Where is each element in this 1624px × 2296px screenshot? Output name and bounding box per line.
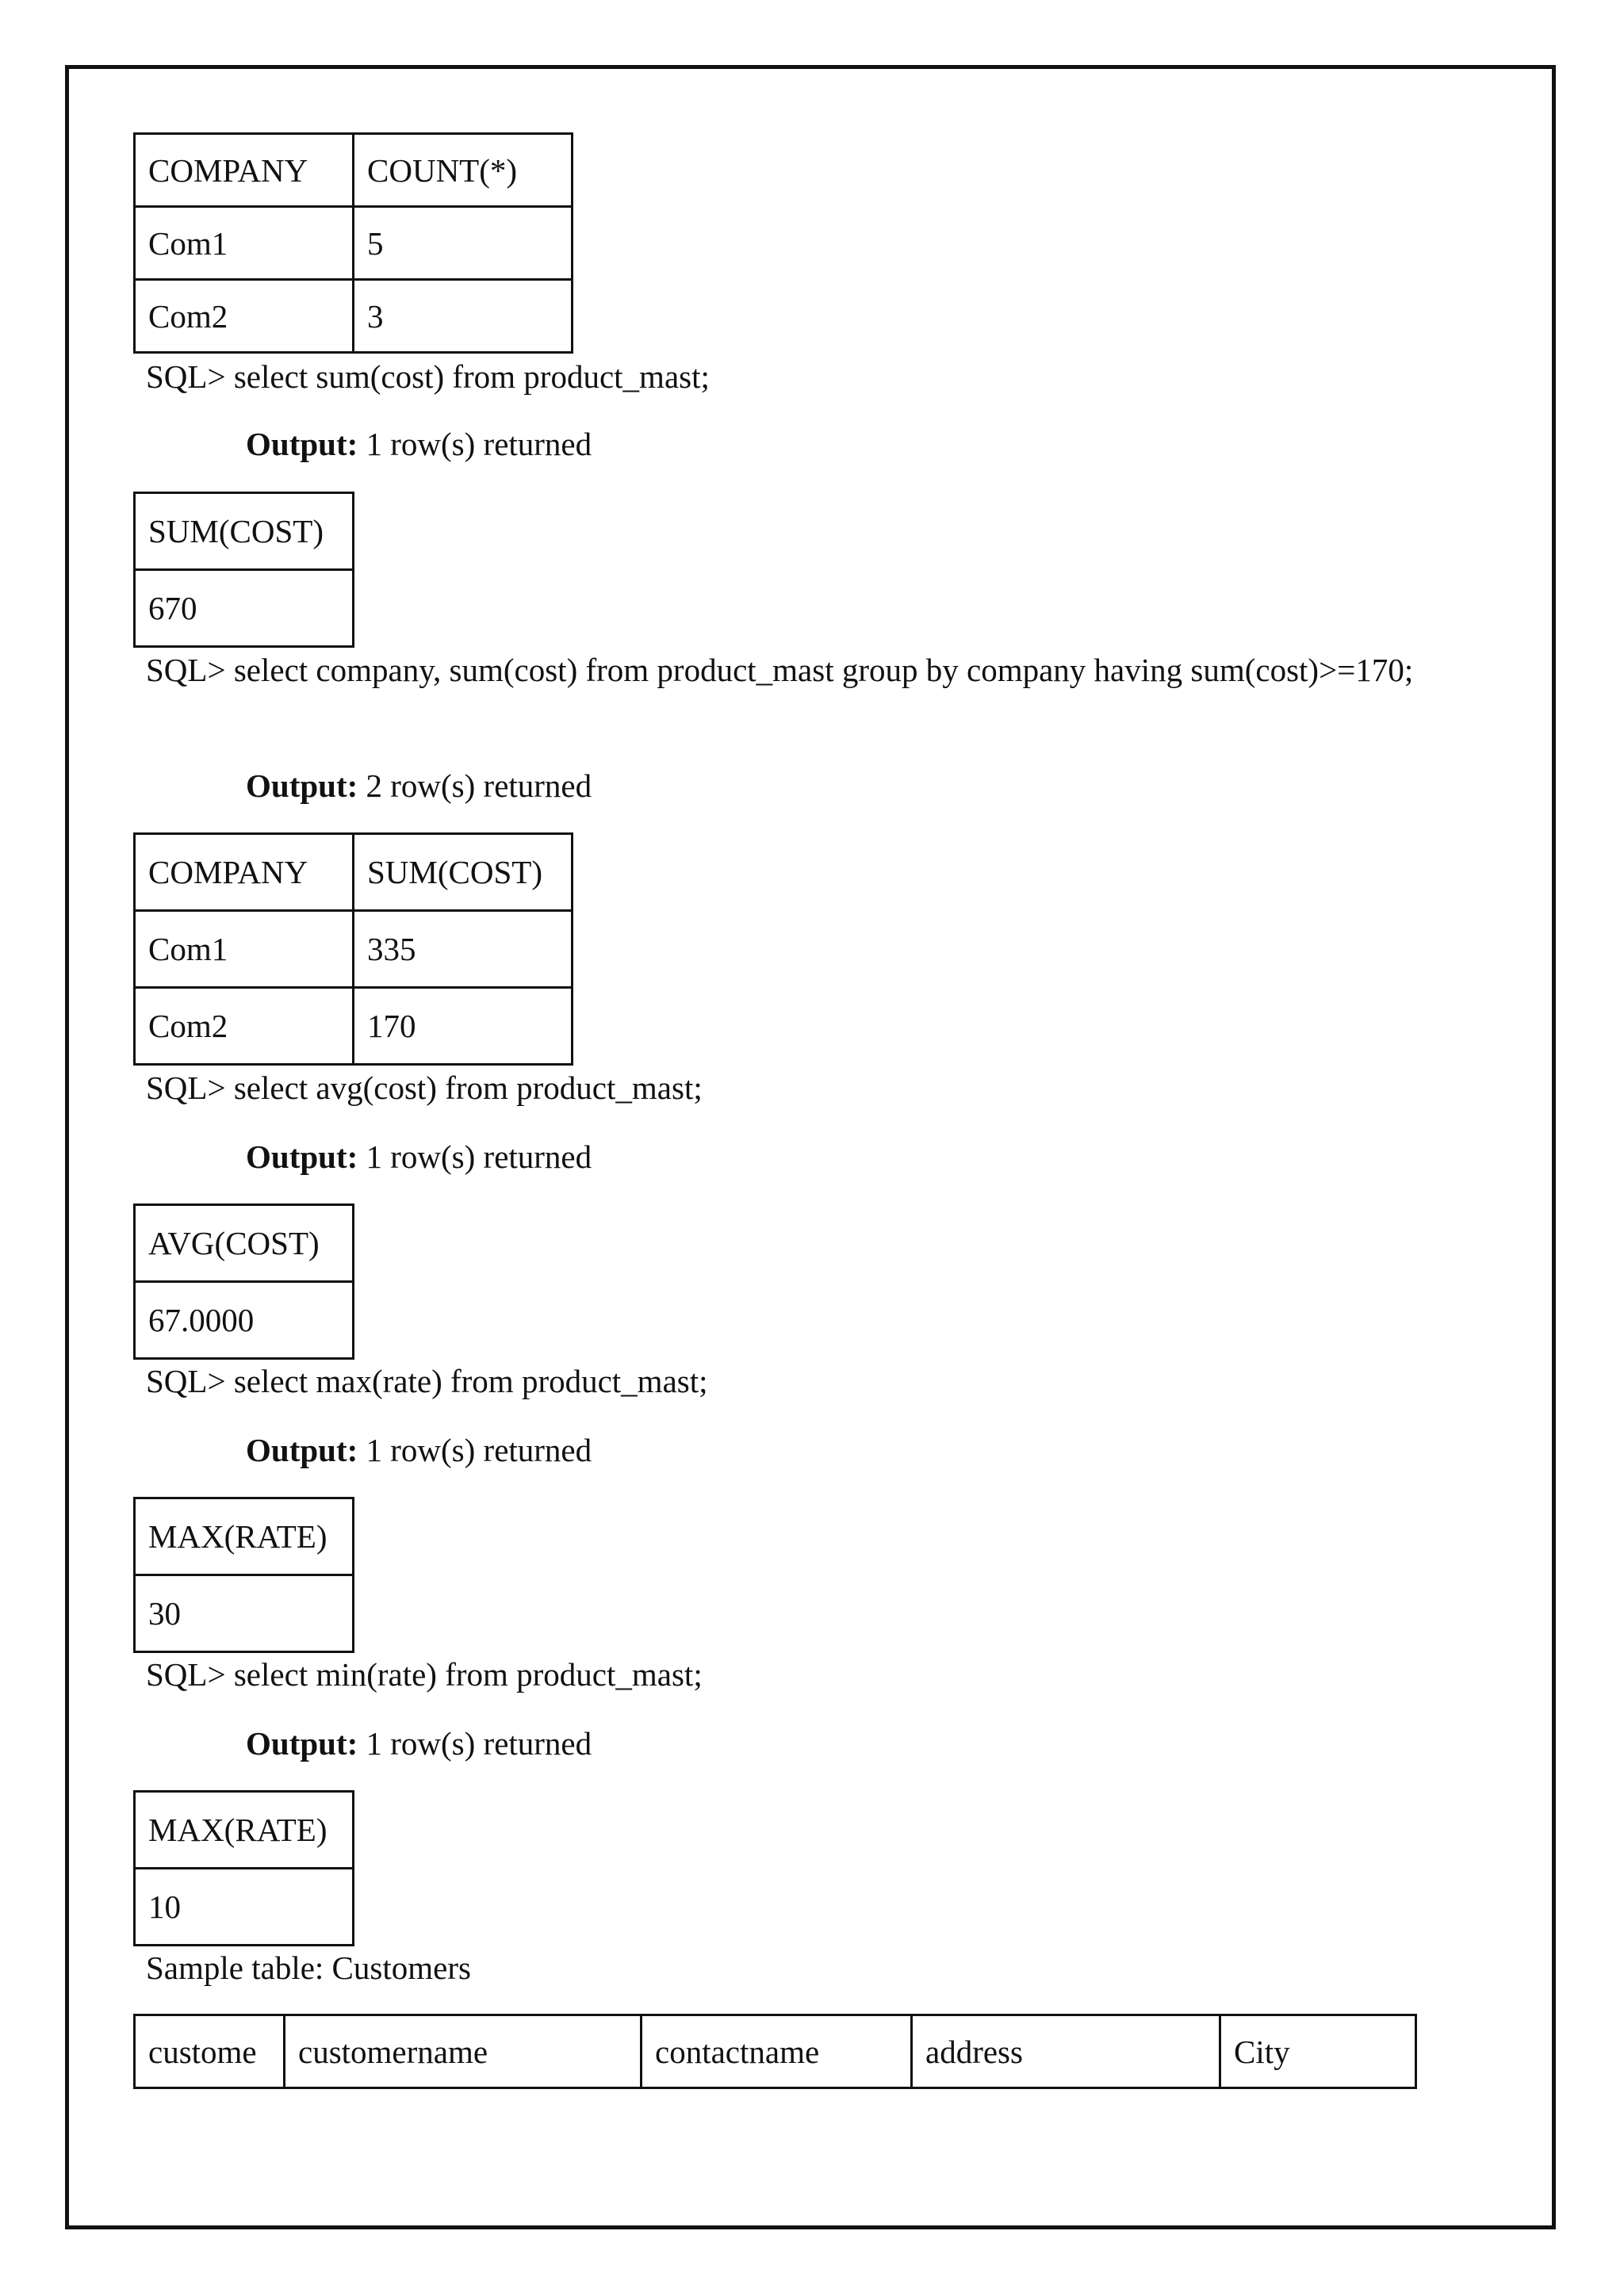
table-cell: 170: [354, 988, 573, 1065]
output-text: 1 row(s) returned: [358, 1725, 592, 1762]
table-cell: 67.0000: [135, 1282, 354, 1359]
table-row: [135, 911, 573, 988]
table-header-cell: MAX(RATE): [135, 1498, 354, 1575]
table-header-row: [135, 493, 354, 570]
output-text: 1 row(s) returned: [358, 1138, 592, 1175]
table-header-cell: SUM(COST): [354, 834, 573, 911]
table-cell: 30: [135, 1575, 354, 1652]
output-line-max: [246, 1427, 592, 1473]
table-cell: Com2: [135, 280, 354, 353]
output-line-sum: [246, 421, 592, 467]
table-row: [135, 1282, 354, 1359]
table-row: [135, 988, 573, 1065]
table-header-cell: MAX(RATE): [135, 1792, 354, 1869]
sql-query-max: SQL> select max(rate) from product_mast;: [146, 1363, 708, 1399]
sql-query-sum: SQL> select sum(cost) from product_mast;: [146, 358, 710, 395]
output-line-having: [246, 763, 592, 809]
table-header-cell: COUNT(*): [354, 134, 573, 207]
table-row: [135, 1575, 354, 1652]
output-text: 2 row(s) returned: [358, 767, 592, 804]
table-cell: 3: [354, 280, 573, 353]
sum-result-table: [133, 492, 354, 648]
table-cell: 5: [354, 207, 573, 280]
table-cell: Com1: [135, 911, 354, 988]
output-label: Output:: [246, 767, 358, 804]
table-cell: Com1: [135, 207, 354, 280]
table-header-cell: address: [912, 2015, 1220, 2088]
table-header-cell: AVG(COST): [135, 1205, 354, 1282]
table-header-cell: COMPANY: [135, 134, 354, 207]
table-row: [135, 1869, 354, 1946]
table-cell: 10: [135, 1869, 354, 1946]
table-header-row: [135, 2015, 1416, 2088]
table-row: [135, 207, 573, 280]
table-header-row: [135, 834, 573, 911]
having-result-table: [133, 832, 573, 1066]
customers-table: [133, 2014, 1417, 2089]
table-header-cell: contactname: [642, 2015, 912, 2088]
sql-query-having: SQL> select company, sum(cost) from product_mast group by company having sum(cost)>=170;: [146, 652, 1414, 688]
output-line-avg: [246, 1134, 592, 1180]
table-header-cell: SUM(COST): [135, 493, 354, 570]
output-label: Output:: [246, 1725, 358, 1762]
table-header-row: [135, 1498, 354, 1575]
table-cell: 335: [354, 911, 573, 988]
output-label: Output:: [246, 1432, 358, 1468]
table-header-cell: COMPANY: [135, 834, 354, 911]
table-header-cell: custome: [135, 2015, 285, 2088]
output-label: Output:: [246, 1138, 358, 1175]
table-header-cell: City: [1220, 2015, 1416, 2088]
count-result-table: [133, 132, 573, 354]
table-header-row: [135, 1205, 354, 1282]
table-cell: 670: [135, 570, 354, 647]
table-header-row: [135, 1792, 354, 1869]
table-row: [135, 280, 573, 353]
table-row: [135, 570, 354, 647]
output-label: Output:: [246, 426, 358, 462]
table-header-cell: customername: [285, 2015, 642, 2088]
table-header-row: [135, 134, 573, 207]
sample-table-caption: Sample table: Customers: [146, 1950, 471, 1986]
max-result-table: [133, 1497, 354, 1653]
output-line-min: [246, 1720, 592, 1766]
sql-query-min: SQL> select min(rate) from product_mast;: [146, 1656, 703, 1693]
output-text: 1 row(s) returned: [358, 426, 592, 462]
table-cell: Com2: [135, 988, 354, 1065]
output-text: 1 row(s) returned: [358, 1432, 592, 1468]
avg-result-table: [133, 1203, 354, 1360]
sql-query-avg: SQL> select avg(cost) from product_mast;: [146, 1070, 703, 1106]
min-result-table: [133, 1790, 354, 1946]
